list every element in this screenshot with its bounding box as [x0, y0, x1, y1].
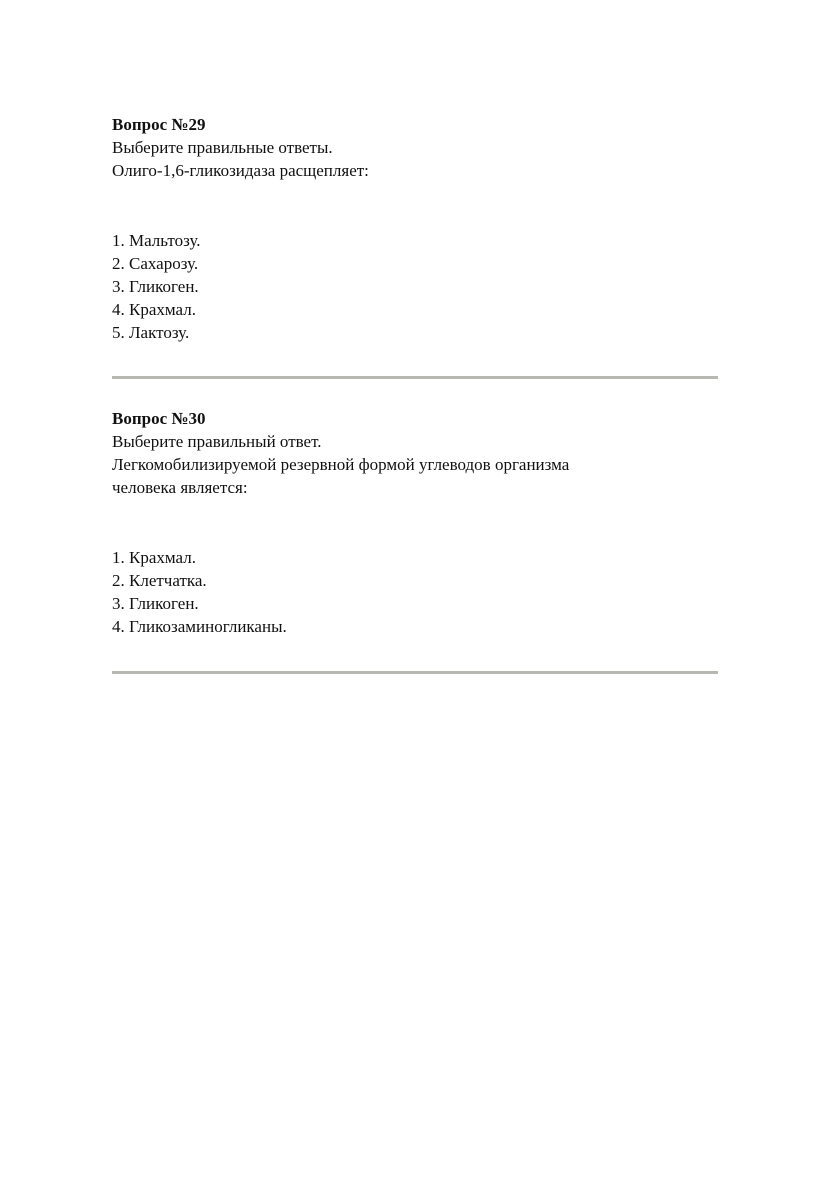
answer-option: 3. Гликоген. [112, 594, 199, 613]
question-title: Вопрос №29 [112, 115, 206, 134]
question-title: Вопрос №30 [112, 409, 206, 428]
question-30 [112, 407, 718, 638]
section-divider [112, 376, 718, 379]
answer-option: 1. Крахмал. [112, 548, 196, 567]
section-divider [112, 671, 718, 674]
question-instruction: Выберите правильные ответы. [112, 138, 333, 157]
question-29 [112, 113, 718, 344]
answer-option: 4. Гликозаминогликаны. [112, 617, 287, 636]
question-instruction: Выберите правильный ответ. [112, 432, 322, 451]
question-text: Легкомобилизируемой резервной формой углеводов организма [112, 455, 570, 474]
answer-option: 2. Сахарозу. [112, 254, 199, 273]
answer-option: 4. Крахмал. [112, 300, 196, 319]
answer-option: 5. Лактозу. [112, 323, 190, 342]
answer-options [112, 546, 718, 638]
answer-options [112, 229, 718, 344]
question-text: Олиго-1,6-гликозидаза расщепляет: [112, 161, 369, 180]
answer-option: 2. Клетчатка. [112, 571, 207, 590]
answer-option: 1. Мальтозу. [112, 231, 201, 250]
question-text: человека является: [112, 478, 248, 497]
answer-option: 3. Гликоген. [112, 277, 199, 296]
